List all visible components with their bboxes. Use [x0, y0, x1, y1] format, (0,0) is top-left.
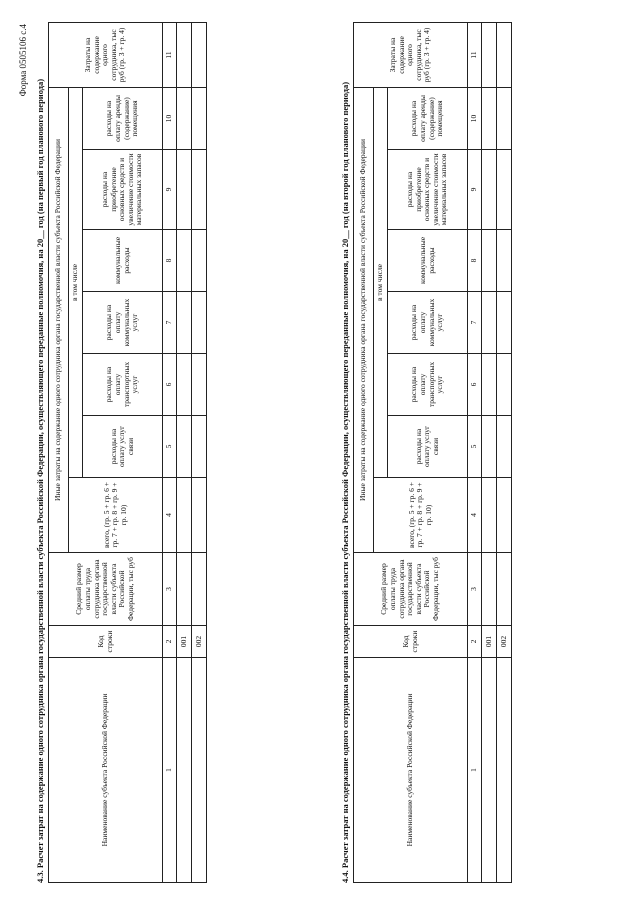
- column-number: 2: [163, 626, 177, 658]
- value-cell[interactable]: [482, 416, 497, 478]
- header-row-code: Код строки: [49, 626, 163, 658]
- column-number: 4: [468, 478, 482, 553]
- value-cell[interactable]: [497, 478, 512, 553]
- region-name-cell[interactable]: [497, 658, 512, 883]
- column-number: 11: [468, 22, 482, 87]
- header-total: всего, (гр. 5 + гр. 6 + гр. 7 + гр. 8 + гр. 9 + гр. 10): [69, 478, 163, 553]
- value-cell[interactable]: [192, 416, 207, 478]
- header-region-name: Наименование субъекта Российской Федерации: [49, 658, 163, 883]
- value-cell[interactable]: [497, 150, 512, 230]
- header-rent: расходы на оплату аренды (содержание) помещения: [83, 87, 163, 149]
- value-cell[interactable]: [482, 150, 497, 230]
- value-cell[interactable]: [482, 22, 497, 87]
- column-number: 8: [163, 230, 177, 292]
- header-communication-services: расходы на оплату услуг связи: [388, 416, 468, 478]
- cost-table-4-4: [353, 22, 512, 883]
- value-cell[interactable]: [177, 22, 192, 87]
- column-number: 11: [163, 22, 177, 87]
- value-cell[interactable]: [482, 292, 497, 354]
- table-row: [482, 22, 497, 882]
- value-cell[interactable]: [497, 354, 512, 416]
- column-number: 7: [163, 292, 177, 354]
- row-code-cell: 001: [177, 626, 192, 658]
- value-cell[interactable]: [497, 87, 512, 149]
- header-total: всего, (гр. 5 + гр. 6 + гр. 7 + гр. 8 + гр. 9 + гр. 10): [374, 478, 468, 553]
- value-cell[interactable]: [192, 22, 207, 87]
- header-other-costs: Иные затраты на содержание одного сотрудника органа государственной власти субъекта Российской Федерации: [354, 87, 374, 552]
- form-code: Форма 0505106 с.4: [18, 24, 28, 97]
- header-fixed-assets: расходы на приобретение основных средств и увеличение стоимости материальных запасов: [388, 150, 468, 230]
- column-number: 4: [163, 478, 177, 553]
- value-cell[interactable]: [192, 292, 207, 354]
- value-cell[interactable]: [177, 354, 192, 416]
- column-number: 2: [468, 626, 482, 658]
- value-cell[interactable]: [192, 87, 207, 149]
- header-average-pay: Средний размер оплаты труда сотрудника органа государственной власти субъекта Российской Федерации, тыс руб: [354, 553, 468, 626]
- table-row: [497, 22, 512, 882]
- header-communal-expenses: коммунальные расходы: [83, 230, 163, 292]
- value-cell[interactable]: [497, 292, 512, 354]
- value-cell[interactable]: [177, 150, 192, 230]
- header-fixed-assets: расходы на приобретение основных средств и увеличение стоимости материальных запасов: [83, 150, 163, 230]
- header-utility-services: расходы на оплату коммунальных услуг: [388, 292, 468, 354]
- row-code-cell: 002: [497, 626, 512, 658]
- region-name-cell[interactable]: [482, 658, 497, 883]
- region-name-cell[interactable]: [177, 658, 192, 883]
- cost-table-4-3: [48, 22, 207, 883]
- value-cell[interactable]: [482, 553, 497, 626]
- value-cell[interactable]: [192, 553, 207, 626]
- value-cell[interactable]: [497, 416, 512, 478]
- column-number: 5: [468, 416, 482, 478]
- column-number: 10: [468, 87, 482, 149]
- header-cost-per-employee: Затраты на содержание одного сотрудника, тыс руб (гр. 3 + гр. 4): [354, 22, 468, 87]
- row-code-cell: 001: [482, 626, 497, 658]
- column-number: 6: [163, 354, 177, 416]
- header-including: в том числе: [374, 87, 388, 477]
- value-cell[interactable]: [177, 230, 192, 292]
- column-number: 5: [163, 416, 177, 478]
- column-number: 1: [163, 658, 177, 883]
- header-utility-services: расходы на оплату коммунальных услуг: [83, 292, 163, 354]
- column-number: 9: [468, 150, 482, 230]
- value-cell[interactable]: [177, 416, 192, 478]
- region-name-cell[interactable]: [192, 658, 207, 883]
- value-cell[interactable]: [482, 230, 497, 292]
- value-cell[interactable]: [497, 22, 512, 87]
- column-number: 9: [163, 150, 177, 230]
- value-cell[interactable]: [482, 87, 497, 149]
- section-title-4-3: 4.3. Расчет затрат на содержание одного сотрудника органа государственной власти субъекта Российской Федерации, осуществляющего переданные полномочия, на 20__ год (на первый год планового периода): [35, 78, 45, 883]
- header-row-code: Код строки: [354, 626, 468, 658]
- header-communication-services: расходы на оплату услуг связи: [83, 416, 163, 478]
- value-cell[interactable]: [482, 354, 497, 416]
- value-cell[interactable]: [192, 230, 207, 292]
- header-rent: расходы на оплату аренды (содержание) помещения: [388, 87, 468, 149]
- header-communal-expenses: коммунальные расходы: [388, 230, 468, 292]
- header-including: в том числе: [69, 87, 83, 477]
- header-transport-services: расходы на оплату транспортных услуг: [388, 354, 468, 416]
- value-cell[interactable]: [177, 87, 192, 149]
- column-number: 1: [468, 658, 482, 883]
- table-row: [192, 22, 207, 882]
- column-number: 10: [163, 87, 177, 149]
- value-cell[interactable]: [177, 292, 192, 354]
- column-number: 3: [468, 553, 482, 626]
- table-row: [177, 22, 192, 882]
- column-number: 8: [468, 230, 482, 292]
- value-cell[interactable]: [177, 478, 192, 553]
- value-cell[interactable]: [482, 478, 497, 553]
- header-other-costs: Иные затраты на содержание одного сотрудника органа государственной власти субъекта Российской Федерации: [49, 87, 69, 552]
- value-cell[interactable]: [192, 354, 207, 416]
- value-cell[interactable]: [192, 150, 207, 230]
- header-region-name: Наименование субъекта Российской Федерации: [354, 658, 468, 883]
- header-cost-per-employee: Затраты на содержание одного сотрудника, тыс руб (гр. 3 + гр. 4): [49, 22, 163, 87]
- value-cell[interactable]: [497, 553, 512, 626]
- row-code-cell: 002: [192, 626, 207, 658]
- value-cell[interactable]: [192, 478, 207, 553]
- value-cell[interactable]: [497, 230, 512, 292]
- column-number: 6: [468, 354, 482, 416]
- column-number: 7: [468, 292, 482, 354]
- column-number: 3: [163, 553, 177, 626]
- section-title-4-4: 4.4. Расчет затрат на содержание одного сотрудника органа государственной власти субъекта Российской Федерации, осуществляющего переданные полномочия, на 20__ год (на второй год планового периода): [340, 81, 350, 883]
- header-average-pay: Средний размер оплаты труда сотрудника органа государственной власти субъекта Российской Федерации, тыс руб: [49, 553, 163, 626]
- header-transport-services: расходы на оплату транспортных услуг: [83, 354, 163, 416]
- value-cell[interactable]: [177, 553, 192, 626]
